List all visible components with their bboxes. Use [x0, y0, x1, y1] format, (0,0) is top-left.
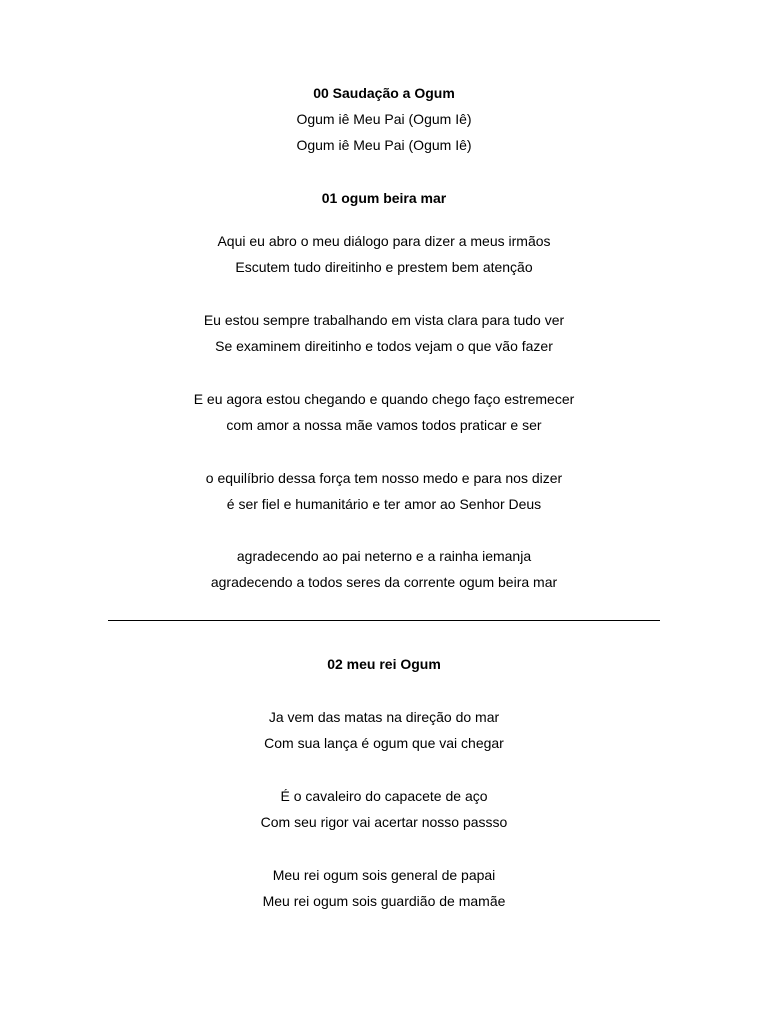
lyric-line: com amor a nossa mãe vamos todos praticar e ser — [226, 417, 542, 433]
section-title: 01 ogum beira mar — [321, 190, 447, 206]
lyric-line: é ser fiel e humanitário e ter amor ao Senhor Deus — [226, 496, 542, 512]
lyric-line: Meu rei ogum sois guardião de mamãe — [262, 893, 506, 909]
lyric-line: Eu estou sempre trabalhando em vista clara para tudo ver — [203, 312, 565, 328]
lyric-line: Ogum iê Meu Pai (Ogum Iê) — [296, 137, 472, 153]
lyric-line: Com sua lança é ogum que vai chegar — [264, 735, 504, 751]
section-title: 02 meu rei Ogum — [327, 656, 441, 672]
lyric-line: Se examinem direitinho e todos vejam o que vão fazer — [215, 338, 553, 354]
lyric-line: E eu agora estou chegando e quando chego faço estremecer — [193, 391, 575, 407]
lyric-line: Meu rei ogum sois general de papai — [272, 867, 496, 883]
lyric-line: Aqui eu abro o meu diálogo para dizer a meus irmãos — [217, 233, 551, 249]
lyric-line: Com seu rigor vai acertar nosso passso — [260, 814, 508, 830]
lyric-line: Ogum iê Meu Pai (Ogum Iê) — [296, 111, 472, 127]
lyric-line: agradecendo ao pai neterno e a rainha iemanja — [236, 548, 532, 564]
horizontal-divider — [108, 620, 660, 621]
lyric-line: É o cavaleiro do capacete de aço — [280, 788, 488, 804]
lyric-line: Ja vem das matas na direção do mar — [268, 709, 500, 725]
section-title: 00 Saudação a Ogum — [313, 85, 455, 101]
lyric-line: Escutem tudo direitinho e prestem bem atenção — [235, 259, 533, 275]
lyric-line: o equilíbrio dessa força tem nosso medo e para nos dizer — [205, 470, 563, 486]
lyric-line: agradecendo a todos seres da corrente ogum beira mar — [210, 574, 558, 590]
